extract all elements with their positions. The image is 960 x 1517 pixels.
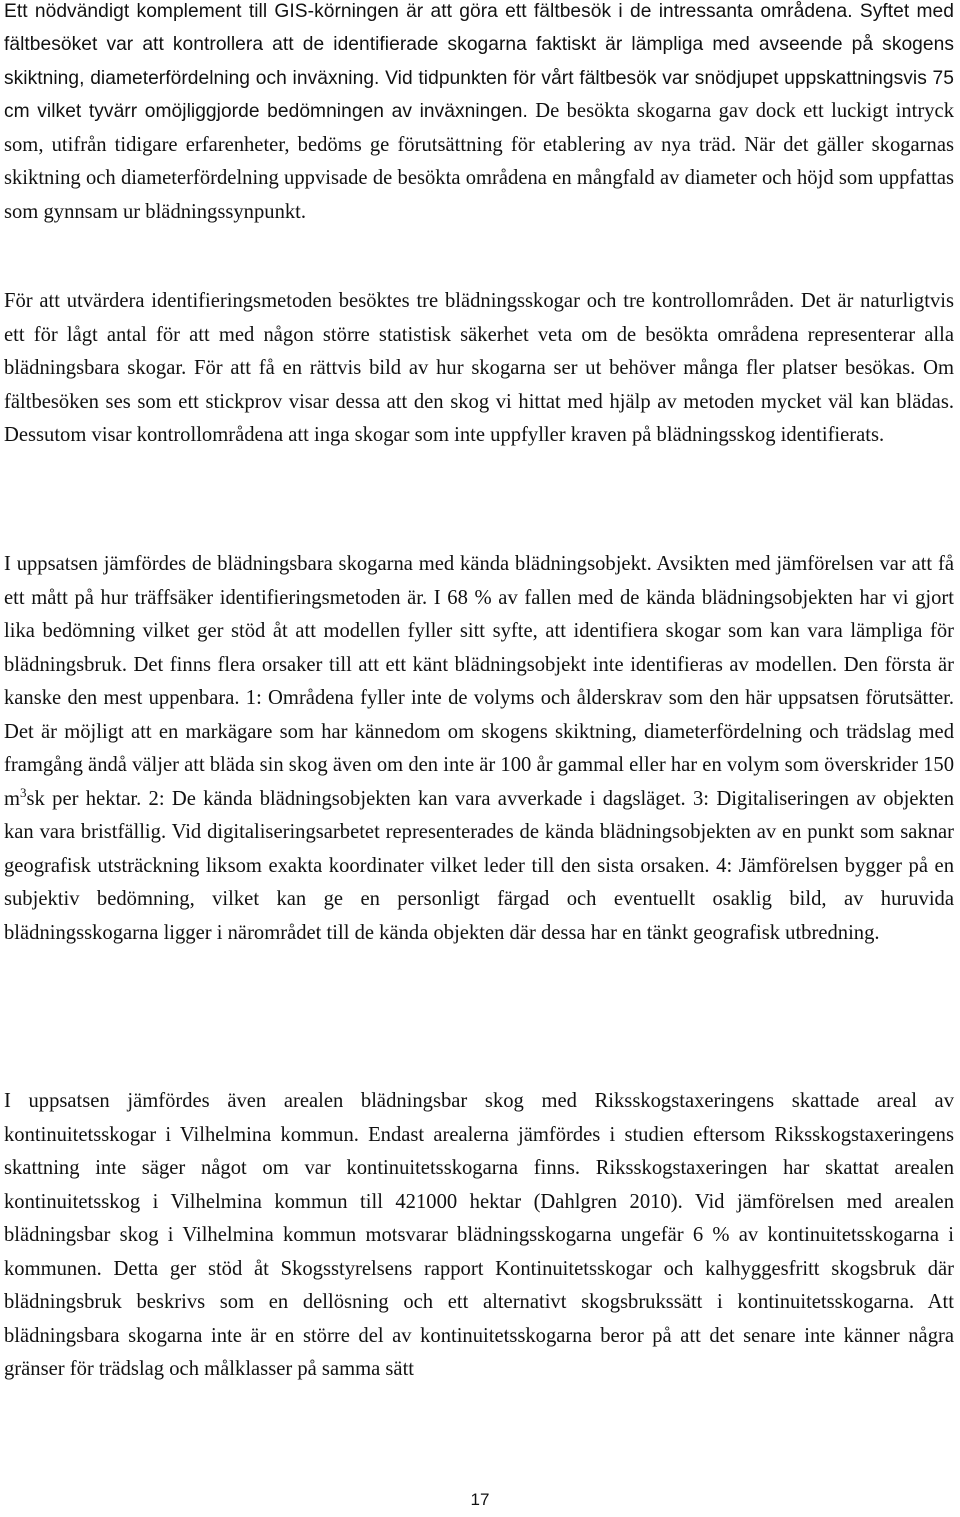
paragraph-field-visit [4, 0, 954, 229]
page-number: 17 [470, 1490, 490, 1509]
paragraph-known-objects-text-end: sk per hektar. 2: De kända blädningsobjekten kan vara avverkade i dagsläget. 3: Digitaliseringen av objekten kan vara bristfällig. Vid digitaliseringsarbetet representerades de kända blädningsobjekten av en punkt som saknar geografisk utsträckning liksom exakta koordinater vilket leder till den sista orsaken. 4: Jämförelsen bygger på en subjektiv bedömning, vilket kan ge en personligt färgad och eventuellt osaklig bild, av huruvida blädningsskogarna ligger i närområdet till de kända objekten där dessa har en tänkt geografisk utbredning. [4, 787, 954, 944]
paragraph-field-visit-sans-text: Ett nödvändigt komplement till GIS-körningen är att göra ett fältbesök i de intressanta områdena. Syftet med fältbesöket var att kontrollera att de identifierade skogarna faktiskt är lämpliga med avseende på skogens skiktning, diameterfördelning och inväxning. Vid tidpunkten för vårt fältbesök var snödjupet uppskattningsvis 75 cm vilket tyvärr omöjliggjorde bedömningen av inväxningen. [4, 1, 954, 123]
paragraph-known-objects-comparison [4, 548, 954, 950]
paragraph-known-objects-text-start: I uppsatsen jämfördes de blädningsbara skogarna med kända blädningsobjekt. Avsikten med jämförelsen var att få ett mått på hur träffsäker identifieringsmetoden är. I 68 % av fallen med de kända blädningsobjekten har vi gjort lika bedömning vilket ger stöd åt att modellen fyller sitt syfte, att identifiera skogar som kan vara lämpliga för blädningsbruk. Det finns flera orsaker till att ett känt blädningsobjekt inte identifieras av modellen. Den första är kanske den mest uppenbara. 1: Områdena fyller inte de volyms och ålderskrav som den här uppsatsen förutsätter. Det är möjligt att en markägare som har kännedom om skogens skiktning, diameterfördelning och trädslag med framgång ändå väljer att bläda sin skog även om den inte är 100 år gammal eller har en volym som överskrider 150 m [4, 553, 954, 810]
paragraph-field-visit-serif-text: De besökta skogarna gav dock ett luckigt intryck som, utifrån tidigare erfarenheter, bedöms ge förutsättning för etablering av nya träd. När det gäller skogarnas skiktning och diameterfördelning uppvisade de besökta områdena en mångfald av diameter och höjd som uppfattas som gynnsam ur blädningssynpunkt. [4, 100, 954, 223]
paragraph-area-comparison: I uppsatsen jämfördes även arealen blädningsbar skog med Riksskogstaxeringens skattade areal av kontinuitetsskogar i Vilhelmina kommun. Endast arealerna jämfördes i studien eftersom Riksskogstaxeringens skattning inte säger något om var kontinuitetsskogarna finns. Riksskogstaxeringen har skattat arealen kontinuitetsskog i Vilhelmina kommun till 421000 hektar (Dahlgren 2010). Vid jämförelsen med arealen blädningsbar skog i Vilhelmina kommun motsvarar blädningsskogarna ungefär 6 % av kontinuitetsskogarna i kommunen. Detta ger stöd åt Skogsstyrelsens rapport Kontinuitetsskogar och kalhyggesfritt skogsbruk där blädningsbruk beskrivs som en dellösning och ett alternativt skogsbrukssätt i kontinuitetsskogarna. Att blädningsbara skogarna inte är en större del av kontinuitetsskogarna beror på att det senare inte känner några gränser för trädslag och målklasser på samma sätt [4, 1090, 954, 1380]
cubic-superscript: 3 [20, 784, 27, 800]
paragraph-method-evaluation: För att utvärdera identifieringsmetoden besöktes tre blädningsskogar och tre kontrollområden. Det är naturligtvis ett för lågt antal för att med någon större statistisk säkerhet veta om de besökta områdena representerar alla blädningsbara skogar. För att få en rättvis bild av hur skogarna ser ut behöver många fler platser besökas. Om fältbesöken ses som ett stickprov visar dessa att den skog vi hittat med hjälp av metoden mycket väl kan blädas. Dessutom visar kontrollområdena att inga skogar som inte uppfyller kraven på blädningsskog identifierats. [4, 290, 954, 446]
